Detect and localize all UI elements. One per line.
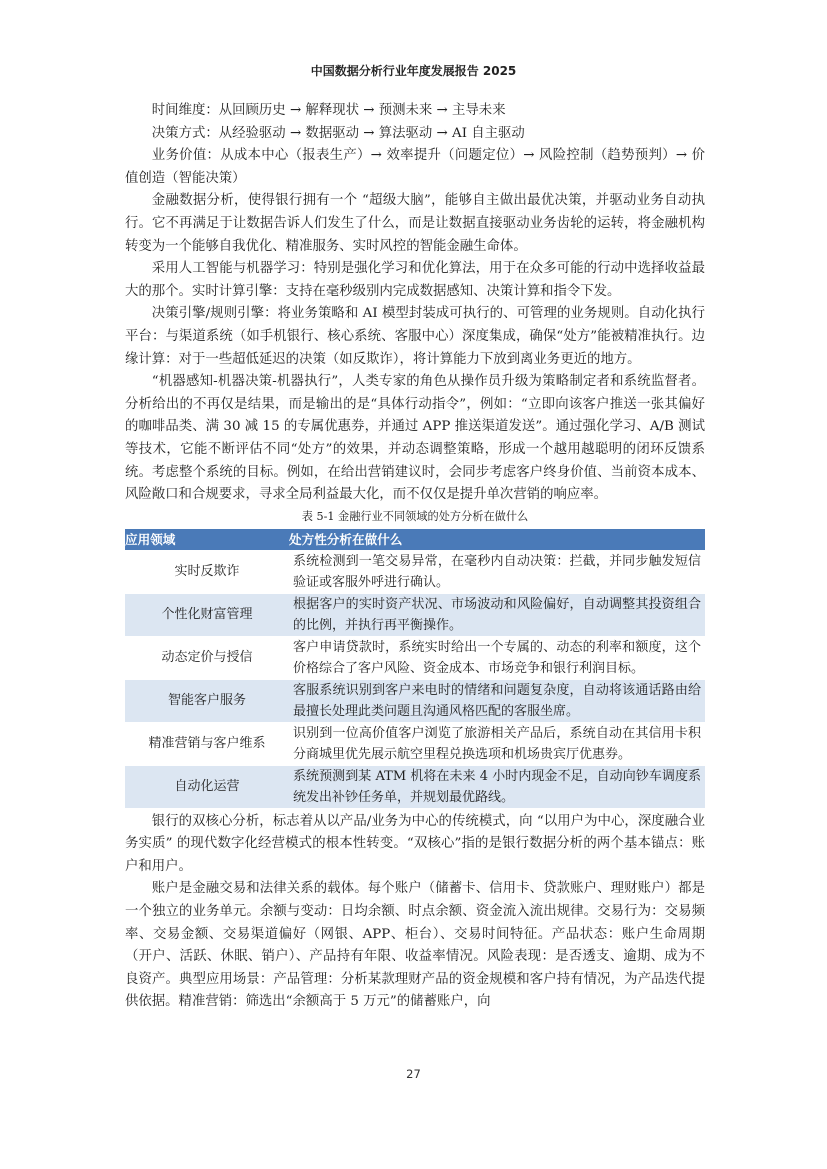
paragraph-dual-core: 银行的双核心分析，标志着从以产品/业务为中心的传统模式，向 “以用户为中心，深度融合业务实质” 的现代数字化经营模式的根本性转变。“双核心”指的是银行数据分析的两个基本锚点：账户和用户。 — [125, 813, 705, 874]
table-row — [125, 765, 705, 808]
table-cell-description: 识别到一位高价值客户浏览了旅游相关产品后，系统自动在其信用卡积分商城里优先展示航空里程兑换选项和机场贵宾厅优惠券。 — [289, 722, 705, 765]
prescriptive-analysis-table — [125, 529, 705, 809]
table-cell-description: 系统预测到某 ATM 机将在未来 4 小时内现金不足，自动向钞车调度系统发出补钞任务单，并规划最优路线。 — [289, 765, 705, 808]
paragraph-super-brain: 金融数据分析，使得银行拥有一个 “超级大脑”，能够自主做出最优决策，并驱动业务自动执行。它不再满足于让数据告诉人们发生了什么，而是让数据直接驱动业务齿轮的运转，将金融机构转变为一个能够自我优化、精准服务、实时风控的智能金融生命体。 — [125, 193, 705, 254]
table-cell-area: 自动化运营 — [125, 765, 289, 808]
page-body — [125, 100, 705, 1014]
column-header-description: 处方性分析在做什么 — [289, 529, 705, 551]
paragraph-account: 账户是金融交易和法律关系的载体。每个账户（储蓄卡、信用卡、贷款账户、理财账户）都是一个独立的业务单元。余额与变动：日均余额、时点余额、资金流入流出规律。交易行为：交易频率、交易金额、交易渠道偏好（网银、APP、柜台）、交易时间特征。产品状态：账户生命周期（开户、活跃、休眠、销户）、产品持有年限、收益率情况。风险表现：是否透支、逾期、成为不良资产。典型应用场景：产品管理：分析某款理财产品的资金规模和客户持有情况，为产品迭代提供依据。精准营销：筛选出“余额高于 5 万元”的储蓄账户，向 — [125, 881, 705, 1010]
paragraph-decision-mode: 决策方式：从经验驱动 → 数据驱动 → 算法驱动 → AI 自主驱动 — [151, 125, 525, 141]
table-caption: 表 5-1 金融行业不同领域的处方分析在做什么 — [301, 509, 529, 523]
table-cell-area: 精准营销与客户维系 — [125, 722, 289, 765]
paragraph-ai-ml: 采用人工智能与机器学习：特别是强化学习和优化算法，用于在众多可能的行动中选择收益最大的那个。实时计算引擎：支持在毫秒级别内完成数据感知、决策计算和指令下发。 — [125, 261, 705, 299]
table-cell-description: 系统检测到一笔交易异常，在毫秒内自动决策：拦截，并同步触发短信验证或客服外呼进行确认。 — [289, 550, 705, 593]
post-table-text — [125, 811, 705, 1014]
table-row — [125, 593, 705, 636]
table-cell-area: 智能客户服务 — [125, 679, 289, 722]
table-header-row — [125, 529, 705, 551]
page-number: 27 — [406, 1067, 421, 1081]
table-row — [125, 550, 705, 593]
table-cell-description: 客服系统识别到客户来电时的情绪和问题复杂度，自动将该通话路由给最擅长处理此类问题且沟通风格匹配的客服坐席。 — [289, 679, 705, 722]
table-row — [125, 636, 705, 679]
table-cell-area: 实时反欺诈 — [125, 550, 289, 593]
column-header-area: 应用领域 — [125, 529, 289, 551]
table-row — [125, 679, 705, 722]
table-cell-area: 个性化财富管理 — [125, 593, 289, 636]
paragraph-business-value: 业务价值：从成本中心（报表生产）→ 效率提升（问题定位）→ 风险控制（趋势预判）→ 价值创造（智能决策） — [125, 148, 705, 186]
paragraph-decision-engine: 决策引擎/规则引擎：将业务策略和 AI 模型封装成可执行的、可管理的业务规则。自动化执行平台：与渠道系统（如手机银行、核心系统、客服中心）深度集成，确保“处方”能被精准执行。边缘计算：对于一些超低延迟的决策（如反欺诈），将计算能力下放到离业务更近的地方。 — [125, 306, 705, 367]
paragraph-time-dimension: 时间维度：从回顾历史 → 解释现状 → 预测未来 → 主导未来 — [151, 103, 506, 118]
table-row — [125, 722, 705, 765]
table-cell-area: 动态定价与授信 — [125, 636, 289, 679]
table-cell-description: 客户申请贷款时，系统实时给出一个专属的、动态的利率和额度，这个价格综合了客户风险、资金成本、市场竞争和银行利润目标。 — [289, 636, 705, 679]
paragraph-machine-loop: “机器感知-机器决策-机器执行”，人类专家的角色从操作员升级为策略制定者和系统监督者。分析给出的不再仅是结果，而是输出的是“具体行动指令”，例如：“立即向该客户推送一张其偏好的咖啡品类、满 30 减 15 的专属优惠券，并通过 APP 推送渠道发送”。通过强化学习、A/B 测试等技术，它能不断评估不同“处方”的效果，并动态调整策略，形成一个越用越聪明的闭环反馈系统。考虑整个系统的目标。例如，在给出营销建议时，会同步考虑客户终身价值、当前资本成本、风险敞口和合规要求，寻求全局利益最大化，而不仅仅是提升单次营销的响应率。 — [125, 374, 705, 503]
table-cell-description: 根据客户的实时资产状况、市场波动和风险偏好，自动调整其投资组合的比例，并执行再平衡操作。 — [289, 593, 705, 636]
page-header: 中国数据分析行业年度发展报告 2025 — [310, 64, 517, 78]
